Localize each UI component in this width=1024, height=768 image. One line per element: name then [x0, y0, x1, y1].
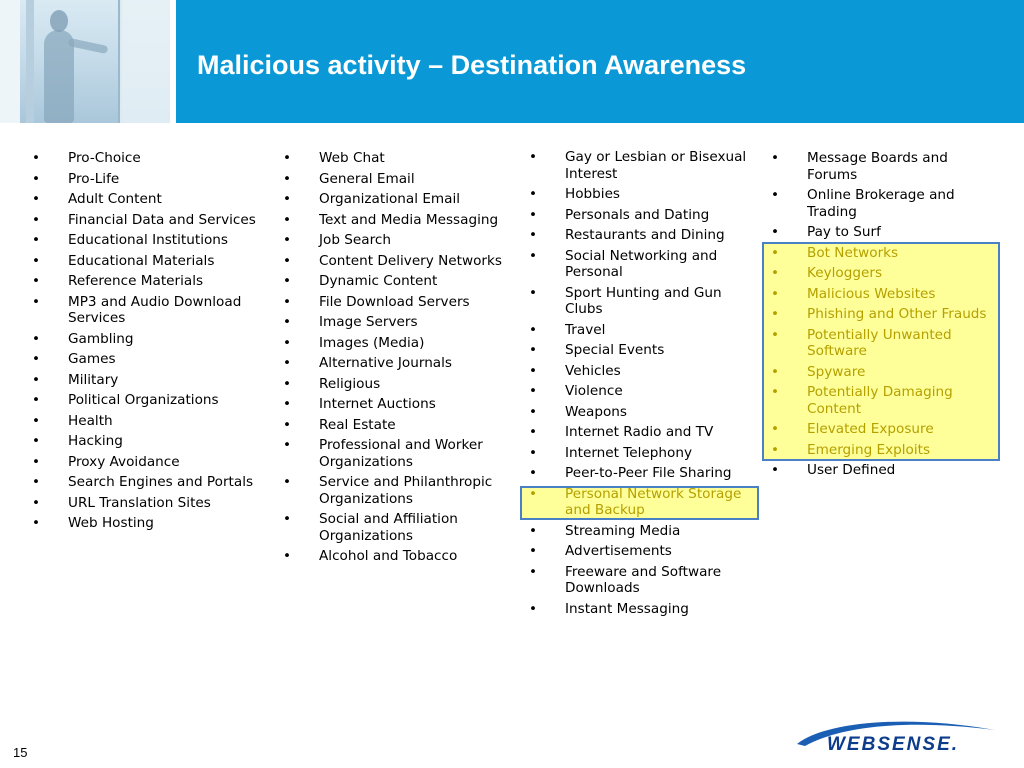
bullet-icon: • — [529, 227, 538, 243]
category-item — [523, 248, 757, 281]
category-item — [26, 351, 262, 368]
bullet-icon: • — [32, 150, 41, 166]
category-item — [26, 392, 262, 409]
bullet-icon: • — [771, 326, 780, 343]
category-label: Web Chat — [319, 150, 385, 166]
bullet-icon: • — [529, 485, 538, 502]
category-item — [523, 149, 757, 182]
category-label: Political Organizations — [68, 392, 219, 408]
bullet-icon: • — [529, 543, 538, 559]
category-label: Professional and Worker Organizations — [319, 437, 483, 470]
category-label: Online Brokerage and Trading — [807, 187, 955, 220]
category-item — [26, 372, 262, 389]
category-label: Dynamic Content — [319, 273, 438, 289]
slide-title: Malicious activity – Destination Awareness — [197, 50, 747, 80]
bullet-icon: • — [771, 306, 780, 322]
bullet-icon: • — [283, 232, 292, 248]
category-item — [26, 515, 262, 532]
category-column-1 — [26, 150, 262, 536]
header-bar — [0, 0, 1024, 123]
bullet-icon: • — [32, 433, 41, 449]
photo-window-pane — [0, 0, 20, 123]
category-item — [26, 413, 262, 430]
bullet-icon: • — [32, 330, 41, 347]
category-label: Educational Institutions — [68, 232, 228, 248]
category-label: General Email — [319, 170, 415, 187]
category-label: Internet Auctions — [319, 396, 436, 412]
category-item — [523, 404, 757, 421]
header-divider — [170, 0, 176, 123]
category-item — [523, 363, 757, 380]
category-item — [523, 342, 757, 359]
category-label: Educational Materials — [68, 252, 215, 269]
bullet-icon: • — [283, 191, 292, 207]
bullet-icon: • — [283, 252, 292, 269]
category-item — [523, 322, 757, 339]
category-label: Proxy Avoidance — [68, 453, 180, 470]
category-item — [523, 445, 757, 462]
category-item — [26, 294, 262, 327]
bullet-icon: • — [32, 252, 41, 269]
category-label: Weapons — [565, 403, 627, 420]
category-label: Alternative Journals — [319, 355, 452, 371]
category-item — [765, 327, 999, 360]
category-label: Pro-Life — [68, 170, 120, 187]
category-column-3 — [523, 149, 757, 621]
bullet-icon: • — [771, 244, 780, 261]
category-label: Gambling — [68, 330, 134, 347]
bullet-icon: • — [32, 273, 41, 289]
category-item — [26, 191, 262, 208]
category-item — [523, 227, 757, 244]
bullet-icon: • — [32, 351, 41, 367]
category-item — [26, 171, 262, 188]
category-item — [277, 150, 513, 167]
bullet-icon: • — [32, 515, 41, 531]
bullet-icon: • — [283, 396, 292, 412]
category-item — [765, 384, 999, 417]
category-label: Internet Telephony — [565, 444, 693, 461]
bullet-icon: • — [771, 421, 780, 437]
bullet-icon: • — [283, 211, 292, 228]
category-label: Organizational Email — [319, 191, 461, 207]
category-item — [765, 245, 999, 262]
category-item — [277, 273, 513, 290]
category-item — [277, 355, 513, 372]
category-label: Search Engines and Portals — [68, 474, 254, 490]
bullet-icon: • — [283, 375, 292, 392]
bullet-icon: • — [32, 211, 41, 228]
category-label: Instant Messaging — [565, 600, 689, 617]
category-label: Pro-Choice — [68, 150, 141, 166]
category-label: Personal Network Storage and Backup — [565, 485, 742, 518]
bullet-icon: • — [283, 293, 292, 310]
category-item — [277, 232, 513, 249]
bullet-icon: • — [529, 383, 538, 399]
category-label: Emerging Exploits — [807, 441, 931, 458]
bullet-icon: • — [529, 522, 538, 539]
bullet-icon: • — [771, 384, 780, 400]
photo-person-head — [50, 10, 68, 32]
category-label: Potentially Unwanted Software — [807, 326, 952, 359]
category-item — [277, 314, 513, 331]
category-label: Reference Materials — [68, 273, 204, 289]
category-label: Freeware and Software Downloads — [565, 563, 722, 596]
category-item — [523, 383, 757, 400]
category-label: Keyloggers — [807, 265, 883, 281]
logo-text: WEBSENSE. — [827, 734, 960, 755]
category-item — [26, 433, 262, 450]
category-item — [523, 424, 757, 441]
bullet-icon: • — [32, 412, 41, 429]
category-label: Message Boards and Forums — [807, 150, 948, 183]
category-label: Real Estate — [319, 416, 396, 433]
category-label: Personals and Dating — [565, 206, 710, 223]
category-label: Job Search — [319, 232, 391, 248]
category-label: Vehicles — [565, 362, 621, 379]
bullet-icon: • — [529, 342, 538, 358]
bullet-icon: • — [32, 371, 41, 388]
category-item — [523, 465, 757, 482]
category-label: Internet Radio and TV — [565, 424, 714, 440]
bullet-icon: • — [529, 284, 538, 301]
category-label: MP3 and Audio Download Services — [68, 293, 242, 326]
category-item — [277, 191, 513, 208]
category-label: Spyware — [807, 363, 866, 380]
category-label: Pay to Surf — [807, 224, 881, 240]
bullet-icon: • — [529, 247, 538, 264]
category-label: URL Translation Sites — [68, 494, 211, 511]
category-label: Image Servers — [319, 314, 418, 330]
category-item — [523, 543, 757, 560]
category-label: Potentially Damaging Content — [807, 384, 953, 417]
bullet-icon: • — [283, 437, 292, 453]
bullet-icon: • — [283, 170, 292, 187]
category-label: Health — [68, 412, 113, 429]
category-label: Restaurants and Dining — [565, 227, 725, 243]
category-label: Web Hosting — [68, 515, 154, 531]
category-label: Social and Affiliation Organizations — [319, 511, 458, 544]
page-number: 15 — [13, 745, 28, 760]
category-item — [765, 462, 999, 479]
category-label: Travel — [565, 321, 606, 338]
category-item — [523, 486, 757, 519]
bullet-icon: • — [283, 474, 292, 490]
category-label: File Download Servers — [319, 293, 470, 310]
category-label: Games — [68, 351, 116, 367]
category-label: Special Events — [565, 342, 665, 358]
category-label: Adult Content — [68, 191, 162, 207]
bullet-icon: • — [529, 563, 538, 580]
bullet-icon: • — [529, 362, 538, 379]
bullet-icon: • — [283, 548, 292, 564]
bullet-icon: • — [771, 150, 780, 166]
category-label: Elevated Exposure — [807, 421, 934, 437]
category-item — [523, 285, 757, 318]
category-column-2 — [277, 150, 513, 569]
category-item — [765, 224, 999, 241]
bullet-icon: • — [529, 424, 538, 440]
category-label: Financial Data and Services — [68, 211, 256, 228]
category-item — [523, 207, 757, 224]
category-item — [26, 454, 262, 471]
category-item — [765, 150, 999, 183]
category-label: Text and Media Messaging — [319, 211, 499, 228]
bullet-icon: • — [32, 474, 41, 490]
category-label: Violence — [565, 383, 623, 399]
bullet-icon: • — [283, 355, 292, 371]
category-item — [523, 564, 757, 597]
category-item — [277, 253, 513, 270]
bullet-icon: • — [771, 265, 780, 281]
bullet-icon: • — [529, 403, 538, 420]
bullet-icon: • — [529, 186, 538, 202]
bullet-icon: • — [32, 191, 41, 207]
bullet-icon: • — [771, 187, 780, 203]
category-item — [277, 396, 513, 413]
bullet-icon: • — [32, 392, 41, 408]
bullet-icon: • — [529, 206, 538, 223]
websense-logo — [795, 714, 1000, 754]
category-item — [277, 335, 513, 352]
category-item — [765, 286, 999, 303]
bullet-icon: • — [283, 314, 292, 330]
category-item — [26, 474, 262, 491]
category-label: Service and Philanthropic Organizations — [319, 474, 493, 507]
category-label: Peer-to-Peer File Sharing — [565, 465, 732, 481]
category-label: Gay or Lesbian or Bisexual Interest — [565, 149, 747, 182]
bullet-icon: • — [771, 285, 780, 302]
category-label: Images (Media) — [319, 334, 425, 351]
category-label: Advertisements — [565, 543, 672, 559]
bullet-icon: • — [529, 444, 538, 461]
header-photo — [0, 0, 170, 123]
category-label: Hobbies — [565, 186, 621, 202]
category-label: Bot Networks — [807, 244, 899, 261]
category-item — [26, 331, 262, 348]
category-item — [765, 306, 999, 323]
category-label: Content Delivery Networks — [319, 252, 502, 269]
category-item — [765, 364, 999, 381]
bullet-icon: • — [283, 150, 292, 166]
category-item — [277, 474, 513, 507]
bullet-icon: • — [283, 416, 292, 433]
bullet-icon: • — [771, 441, 780, 458]
category-item — [26, 150, 262, 167]
bullet-icon: • — [32, 170, 41, 187]
category-item — [765, 442, 999, 459]
category-item — [765, 421, 999, 438]
category-label: Malicious Websites — [807, 285, 936, 302]
photo-door — [120, 0, 170, 123]
category-label: Sport Hunting and Gun Clubs — [565, 284, 722, 317]
bullet-icon: • — [529, 465, 538, 481]
category-label: Military — [68, 371, 119, 388]
category-label: Social Networking and Personal — [565, 247, 718, 280]
category-item — [26, 212, 262, 229]
bullet-icon: • — [32, 494, 41, 511]
bullet-icon: • — [283, 511, 292, 527]
category-item — [765, 187, 999, 220]
bullet-icon: • — [283, 273, 292, 289]
bullet-icon: • — [529, 600, 538, 617]
category-label: User Defined — [807, 462, 896, 478]
bullet-icon: • — [529, 149, 538, 165]
bullet-icon: • — [32, 232, 41, 248]
category-item — [26, 232, 262, 249]
category-item — [26, 495, 262, 512]
category-item — [277, 376, 513, 393]
category-item — [765, 265, 999, 282]
category-label: Streaming Media — [565, 522, 681, 539]
bullet-icon: • — [32, 453, 41, 470]
category-label: Religious — [319, 375, 381, 392]
category-item — [277, 171, 513, 188]
bullet-icon: • — [529, 321, 538, 338]
category-item — [277, 511, 513, 544]
bullet-icon: • — [771, 363, 780, 380]
category-label: Phishing and Other Frauds — [807, 306, 987, 322]
category-item — [277, 294, 513, 311]
bullet-icon: • — [771, 462, 780, 478]
category-label: Alcohol and Tobacco — [319, 548, 458, 564]
category-item — [26, 253, 262, 270]
bullet-icon: • — [771, 224, 780, 240]
category-label: Hacking — [68, 433, 123, 449]
category-item — [277, 548, 513, 565]
bullet-icon: • — [283, 334, 292, 351]
category-item — [523, 186, 757, 203]
category-item — [277, 417, 513, 434]
photo-window-frame — [26, 0, 34, 123]
category-item — [523, 523, 757, 540]
category-item — [277, 437, 513, 470]
category-item — [277, 212, 513, 229]
category-column-4 — [765, 150, 999, 483]
category-item — [26, 273, 262, 290]
category-item — [523, 601, 757, 618]
bullet-icon: • — [32, 293, 41, 310]
